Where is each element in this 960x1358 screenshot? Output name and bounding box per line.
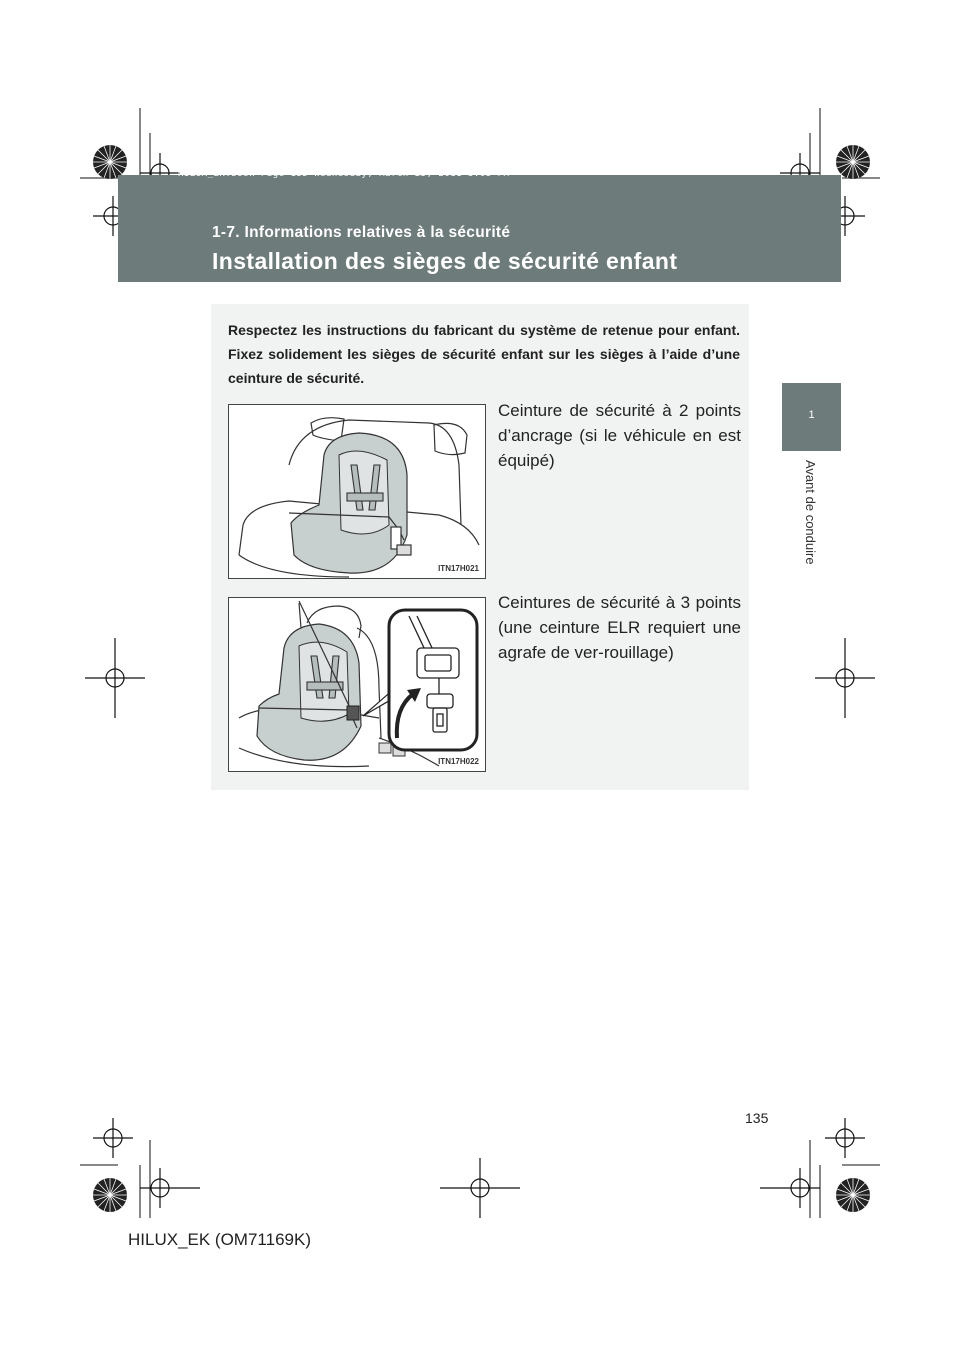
figure-2-point-belt bbox=[228, 404, 486, 579]
print-stamp: HILUX_EK.book Page 135 Wednesday, March 23, 2011 3:03 PM bbox=[178, 169, 510, 179]
manual-code: HILUX_EK (OM71169K) bbox=[128, 1230, 311, 1249]
chapter-label bbox=[803, 460, 821, 580]
chapter-number: 1 bbox=[808, 409, 815, 421]
chapter-tab bbox=[782, 383, 841, 451]
figure-code: ITN17H022 bbox=[438, 757, 479, 766]
figure-code: ITN17H021 bbox=[438, 564, 479, 573]
figure-caption: Ceinture de sécurité à 2 points d’ancrage (si le véhicule en est équipé) bbox=[498, 401, 741, 470]
child-seat-illustration bbox=[229, 405, 485, 578]
section-label: 1-7. Informations relatives à la sécurité bbox=[212, 224, 511, 241]
page-title: Installation des sièges de sécurité enfant bbox=[212, 248, 678, 274]
chapter-label-text: Avant de conduire bbox=[803, 460, 818, 565]
figure-caption: Ceintures de sécurité à 3 points (une ceinture ELR requiert une agrafe de ver-rouillage) bbox=[498, 593, 741, 662]
intro-paragraph: Respectez les instructions du fabricant du système de retenue pour enfant. Fixez solidement les sièges de sécurité enfant sur les sièges à l’aide d’une ceinture de sécurité. bbox=[228, 322, 740, 386]
child-seat-locking-clip-illustration bbox=[229, 598, 485, 771]
page-number: 135 bbox=[745, 1110, 769, 1126]
figure-3-point-belt bbox=[228, 597, 486, 772]
